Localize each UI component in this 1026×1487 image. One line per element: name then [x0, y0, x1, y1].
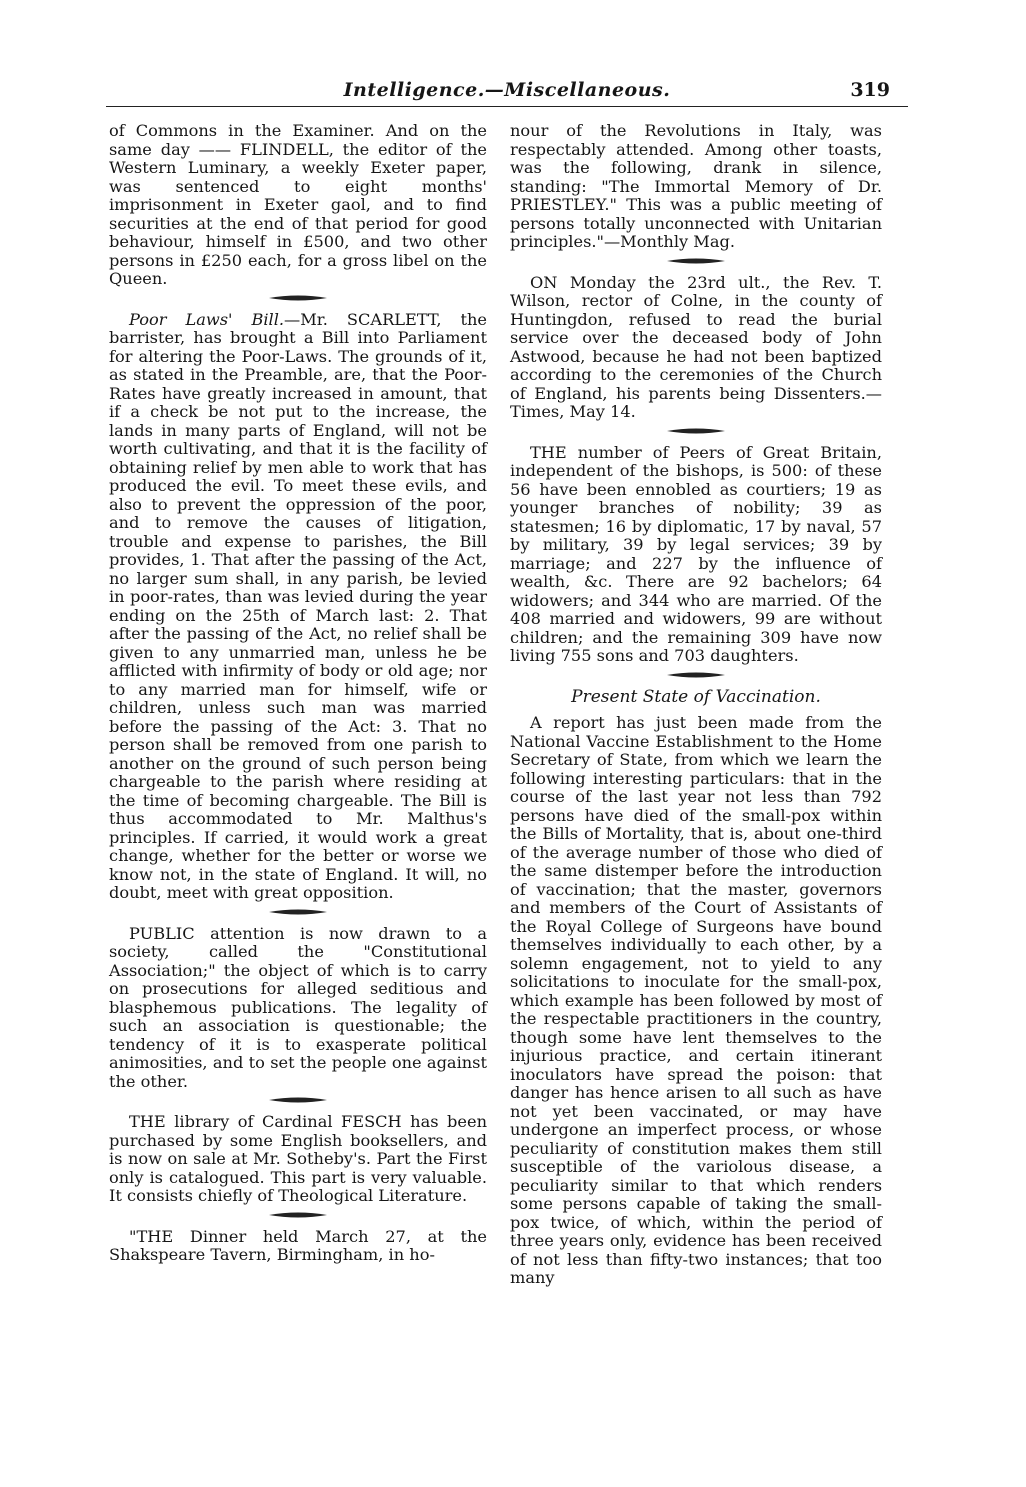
ornament-divider-icon	[667, 426, 725, 436]
vaccination-heading: Present State of Vaccination.	[571, 686, 821, 707]
paragraph-peers: THE number of Peers of Great Britain, independent of the bishops, is 500: of these 56 have been ennobled as courtiers; 19 as younger branches of nobility; 39 as statesmen; 16 by diplomatic, 17 by naval, 57 by military, 39 by legal services; 39 by marriage; and 227 by the influence of wealth, &c. There are 92 bachelors; 64 widowers; and 344 who are married. Of the 408 married and widowers, 99 are without children; and the remaining 309 have now living 755 sons and 703 daughters.	[510, 442, 882, 665]
paragraph-constitutional-association: PUBLIC attention is now drawn to a society, called the "Constitutional Association;" the object of which is to carry on prosecutions for alleged seditious and blasphemous publications. The legality of such an association is questionable; the tendency of it is to exasperate political animosities, and to set the people one against the other.	[109, 923, 487, 1091]
paragraph-rev-wilson: ON Monday the 23rd ult., the Rev. T. Wilson, rector of Colne, in the county of Huntingdon, refused to read the burial service over the deceased body of John Astwood, because he had not been baptized according to the ceremonies of the Church of England, his parents being Dissenters.—Times, May 14.	[510, 272, 882, 421]
ornament-divider-icon	[667, 670, 725, 680]
right-column	[510, 122, 882, 1288]
header-rule	[106, 106, 908, 107]
page-number: 319	[850, 79, 890, 101]
paragraph-poor-laws	[109, 311, 487, 903]
paragraph-revolutions-italy: nour of the Revolutions in Italy, was respectably attended. Among other toasts, was the following, drank in silence, standing: "The Immortal Memory of Dr. PRIESTLEY." This was a public meeting of persons totally unconnected with Unitarian principles."—Monthly Mag.	[510, 121, 882, 251]
ornament-divider-icon	[667, 256, 725, 266]
ornament-divider-icon	[269, 1210, 327, 1220]
poor-laws-lead: Poor Laws' Bill.	[129, 309, 285, 329]
paragraph-examiner: of Commons in the Examiner. And on the same day —— FLINDELL, the editor of the Western Luminary, a weekly Exeter paper, was sentenced to eight months' imprisonment in Exeter gaol, and to find securities at the end of that period for good behaviour, himself in £500, and two other persons in £250 each, for a gross libel on the Queen.	[109, 121, 487, 288]
ornament-divider-icon	[269, 907, 327, 917]
poor-laws-body: —Mr. SCARLETT, the barrister, has brought a Bill into Parliament for altering the Poor-Laws. The grounds of it, as stated in the Preamble, are, that the Poor-Rates have greatly increased in amount, that if a check be not put to the increase, the lands in many parts of England, will not be worth cultivating, and that it is the facility of obtaining relief by men able to work that has produced the evil. To meet these evils, and also to prevent the oppression of the poor, and to remove the causes of litigation, trouble and expense to parishes, the Bill provides, 1. That after the passing of the Act, no larger sum shall, in any parish, be levied in poor-rates, than was levied during the year ending on the 25th of March last: 2. That after the passing of the Act, no relief shall be given to any unmarried man, unless he be afflicted with infirmity of body or old age; nor to any married man for himself, wife or children, unless such man was married before the passing of the Act: 3. That no person shall be removed from one parish to another on the ground of such person being chargeable to the parish where residing at the time of becoming chargeable. The Bill is thus accommodated to Mr. Malthus's principles. If carried, it would work a great change, whether for the better or worse we know not, in the state of England. It will, no doubt, meet with great opposition.	[109, 309, 487, 902]
ornament-divider-icon	[269, 1095, 327, 1105]
running-title: Intelligence.—Miscellaneous.	[343, 79, 671, 101]
page-header	[106, 79, 908, 103]
paragraph-dinner: "THE Dinner held March 27, at the Shakspeare Tavern, Birmingham, in ho-	[109, 1226, 487, 1264]
left-column	[109, 122, 487, 1265]
ornament-divider-icon	[269, 293, 327, 303]
paragraph-cardinal-fesch: THE library of Cardinal FESCH has been purchased by some English booksellers, and is now on sale at Mr. Sotheby's. Part the First only is catalogued. This part is very valuable. It consists chiefly of Theological Literature.	[109, 1112, 487, 1205]
paragraph-vaccination: A report has just been made from the National Vaccine Establishment to the Home Secretary of State, from which we learn the following interesting particulars: that in the course of the last year not less than 792 persons have died of the small-pox within the Bills of Mortality, that is, about one-third of the average number of those who died of the same distemper before the introduction of vaccination; that the master, governors and members of the Court of Assistants of the Royal College of Surgeons have bound themselves individually to each other, by a solemn engagement, not to yield to any solicitations to inoculate for the small-pox, which example has been followed by most of the respectable practitioners in the country, though some have lent themselves to the injurious practice, and certain itinerant inoculators have spread the poison: that danger has hence arisen to all such as have not yet been vaccinated, or may have undergone an imperfect process, or whose peculiarity of constitution makes them still susceptible of the variolous disease, a peculiarity similar to that which renders some persons capable of taking the small-pox twice, of which, within the period of three years only, evidence has been received of not less than fifty-two instances; that too many	[510, 713, 882, 1287]
